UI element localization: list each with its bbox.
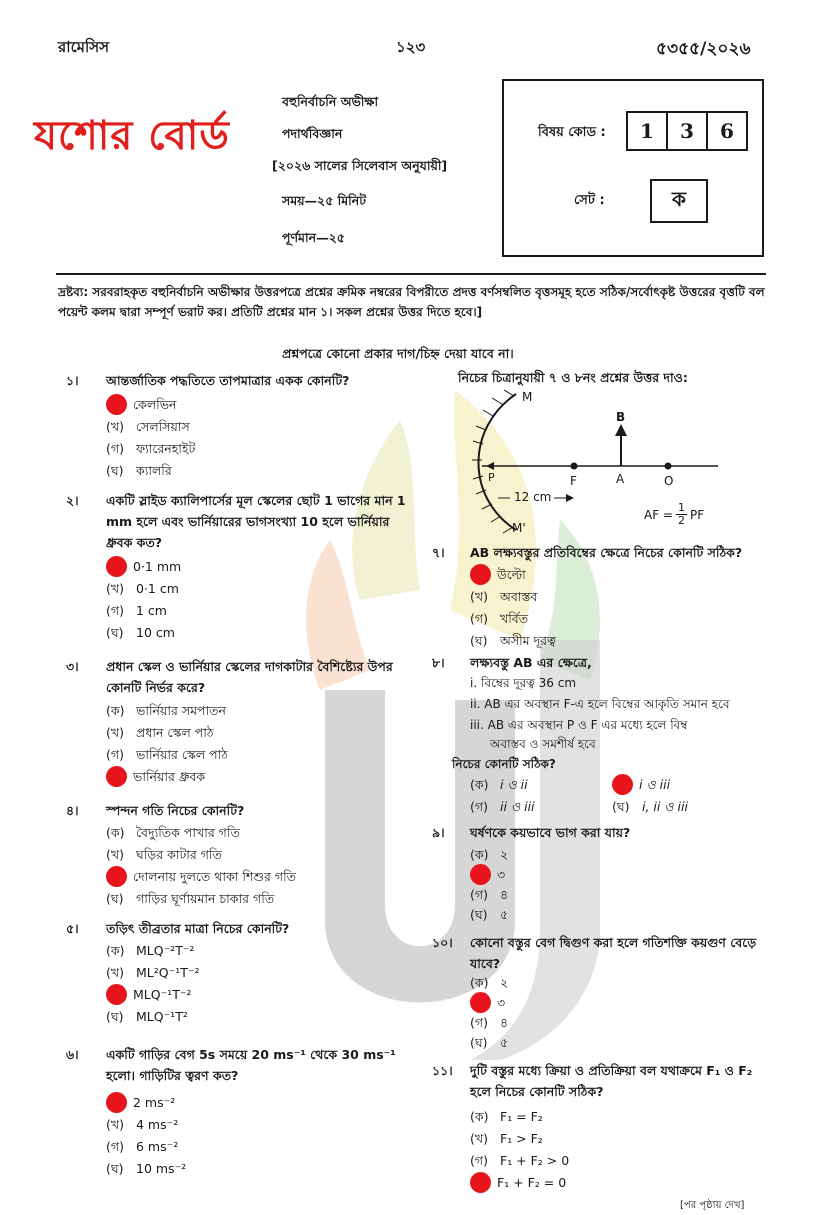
- option-d[interactable]: ভার্নিয়ার ধ্রুবক: [106, 766, 205, 787]
- question-number: ১১।: [432, 1063, 453, 1078]
- exam-type: বহুনির্বাচনি অভীক্ষা: [282, 94, 379, 109]
- question-11: [432, 1060, 772, 1196]
- option-c[interactable]: MLQ⁻¹T⁻²: [106, 984, 191, 1005]
- filled-answer-bubble[interactable]: [106, 866, 127, 887]
- filled-answer-bubble[interactable]: [470, 992, 491, 1013]
- question-text: তড়িৎ তীব্রতার মাত্রা নিচের কোনটি?: [106, 921, 290, 936]
- label-P: P: [488, 471, 495, 484]
- option-d[interactable]: (ঘ) ক্যালরি: [106, 463, 172, 478]
- question-text: ঘর্ষণকে কয়ভাবে ভাগ করা যায়?: [470, 825, 631, 840]
- page-number: ১২৩: [396, 38, 426, 56]
- full-marks: পূর্ণমান—২৫: [282, 230, 345, 245]
- option-d[interactable]: (ঘ) ৫: [470, 907, 509, 922]
- option-c[interactable]: (গ) F₁ + F₂ > 0: [470, 1153, 570, 1168]
- option-a[interactable]: (ক) i ও ii: [470, 777, 528, 792]
- question-9: [432, 822, 772, 926]
- question-number: ৮।: [432, 655, 445, 670]
- question-number: ৬।: [66, 1047, 79, 1062]
- option-a[interactable]: (ক) ২: [470, 847, 509, 862]
- question-text: একটি গাড়ির বেগ 5s সময়ে 20 ms⁻¹ থেকে 30 ms⁻¹ হলো। গাড়িটির ত্বরণ কত?: [106, 1047, 396, 1083]
- focal-formula: AF = $\frac{1}{2}$ PF: [644, 501, 705, 527]
- question-number: ১০।: [432, 935, 453, 950]
- question-10: [432, 932, 772, 1054]
- question-text: দুটি বস্তুর মধ্যে ক্রিয়া ও প্রতিক্রিয়া বল যথাক্রমে F₁ ও F₂ হলে নিচের কোনটি সঠিক?: [470, 1063, 753, 1099]
- option-b[interactable]: (খ) সেলসিয়াস: [106, 419, 190, 434]
- option-b[interactable]: i ও iii: [612, 774, 670, 795]
- question-text: প্রধান স্কেল ও ভার্নিয়ার স্কেলের দাগকাটার বৈশিষ্ট্যের উপর কোনটি নির্ভর করে?: [106, 659, 393, 695]
- option-a[interactable]: 2 ms⁻²: [106, 1092, 175, 1113]
- option-b[interactable]: (খ) ঘড়ির কাটার গতি: [106, 847, 222, 862]
- option-d[interactable]: (ঘ) 10 ms⁻²: [106, 1161, 187, 1176]
- statement-i: i. বিম্বের দূরত্ব 36 cm: [470, 676, 577, 690]
- question-number: ১।: [66, 373, 79, 388]
- question-number: ৩।: [66, 659, 79, 674]
- question-text: একটি স্লাইড ক্যালিপার্সের মূল স্কেলের ছোট 1 ভাগের মান 1 mm হলে এবং ভার্নিয়ারের ভাগসংখ্যা 10 হলে ভার্নিয়ার ধ্রুবক কত?: [106, 493, 406, 550]
- label-A: A: [616, 472, 625, 486]
- option-d[interactable]: (ঘ) i, ii ও iii: [612, 799, 688, 814]
- filled-answer-bubble[interactable]: [106, 766, 127, 787]
- option-c[interactable]: (গ) ভার্নিয়ার স্কেল পাঠ: [106, 747, 228, 762]
- next-page-note: [পর পৃষ্ঠায় দেখ]: [680, 1200, 745, 1211]
- option-a[interactable]: (ক) ভার্নিয়ার সমপাতন: [106, 703, 226, 718]
- option-d[interactable]: (ঘ) অসীম দূরত্ব: [470, 633, 556, 648]
- question-number: ২।: [66, 493, 79, 508]
- option-d[interactable]: (ঘ) গাড়ির ঘূর্ণায়মান চাকার গতি: [106, 891, 275, 906]
- option-b[interactable]: (খ) প্রধান স্কেল পাঠ: [106, 725, 214, 740]
- option-a[interactable]: 0·1 mm: [106, 556, 181, 577]
- question-text: আন্তর্জাতিক পদ্ধতিতে তাপমাত্রার একক কোনটি?: [106, 373, 350, 388]
- question-1: [66, 370, 406, 480]
- question-8: [432, 652, 782, 818]
- statement-iii: iii. AB এর অবস্থান P ও F এর মধ্যে হলে বিম্ব: [470, 718, 688, 732]
- no-mark-warning: প্রশ্নপত্রে কোনো প্রকার দাগ/চিহ্ন দেয়া যাবে না।: [282, 346, 514, 361]
- set-value: ক: [650, 179, 708, 223]
- statement-iii-continued: অবাস্তব ও সমশীর্ষ হবে: [490, 737, 596, 751]
- distance-label: 12 cm: [514, 490, 552, 504]
- question-number: ৫।: [66, 921, 79, 936]
- option-a[interactable]: (ক) ২: [470, 975, 509, 990]
- option-c[interactable]: (গ) ii ও iii: [470, 799, 535, 814]
- question-6: [66, 1044, 406, 1184]
- instruction-note: দ্রষ্টব্য: সরবরাহকৃত বহুনির্বাচনি অভীক্ষার উত্তরপত্রে প্রশ্নের ক্রমিক নম্বরের বিপরীতে প্রদত্ত বর্ণসম্বলিত বৃত্তসমূহ হতে সঠিক/সর্বোৎকৃষ্ট উত্তরের বৃত্তটি বল পয়েন্ট কলম দ্বারা সম্পূর্ণ ভরাট কর। প্রতিটি প্রশ্নের মান ১। সকল প্রশ্নের উত্তর দিতে হবে।]: [58, 285, 765, 319]
- set-label: সেট :: [574, 193, 605, 208]
- subject-code-digit: 6: [706, 111, 748, 151]
- option-d[interactable]: F₁ + F₂ = 0: [470, 1172, 566, 1193]
- subject-name: পদার্থবিজ্ঞান: [282, 126, 343, 141]
- option-c[interactable]: দোলনায় দুলতে থাকা শিশুর গতি: [106, 866, 296, 887]
- label-O: O: [664, 474, 674, 488]
- option-b[interactable]: ৩: [470, 992, 505, 1013]
- filled-answer-bubble[interactable]: [470, 564, 491, 585]
- option-a[interactable]: (ক) MLQ⁻²T⁻²: [106, 943, 195, 958]
- option-d[interactable]: (ঘ) MLQ⁻¹T²: [106, 1009, 188, 1024]
- option-c[interactable]: (গ) 6 ms⁻²: [106, 1139, 179, 1154]
- code-year: ৫৩৫৫/২০২৬: [656, 39, 751, 59]
- question-5: [66, 918, 406, 1030]
- question-text: স্পন্দন গতি নিচের কোনটি?: [106, 803, 245, 818]
- question-text: কোনো বস্তুর বেগ দ্বিগুণ করা হলে গতিশক্তি কয়গুণ বেড়ে যাবে?: [470, 935, 757, 971]
- question-prompt: নিচের কোনটি সঠিক?: [452, 757, 556, 771]
- filled-answer-bubble[interactable]: [106, 1092, 127, 1113]
- option-b[interactable]: (খ) 4 ms⁻²: [106, 1117, 179, 1132]
- label-M-prime: M': [512, 521, 526, 535]
- option-b[interactable]: (খ) ML²Q⁻¹T⁻²: [106, 965, 200, 980]
- option-d[interactable]: (ঘ) 10 cm: [106, 625, 175, 640]
- label-M: M: [522, 390, 533, 404]
- filled-answer-bubble[interactable]: [106, 984, 127, 1005]
- filled-answer-bubble[interactable]: [470, 864, 491, 885]
- syllabus-note: [২০২৬ সালের সিলেবাস অনুযায়ী]: [272, 158, 448, 173]
- option-a[interactable]: (ক) F₁ = F₂: [470, 1109, 543, 1124]
- filled-answer-bubble[interactable]: [470, 1172, 491, 1193]
- label-B: B: [616, 410, 626, 424]
- option-c[interactable]: (গ) ফ্যারেনহাইট: [106, 441, 196, 456]
- option-c[interactable]: (গ) ৪: [470, 1015, 509, 1030]
- diagram-instruction: নিচের চিত্রানুযায়ী ৭ ও ৮নং প্রশ্নের উত্তর দাও:: [458, 370, 688, 385]
- question-4: [66, 800, 406, 912]
- subject-code-label: বিষয় কোড :: [538, 125, 606, 140]
- header-divider: [56, 273, 766, 275]
- exam-time: সময়—২৫ মিনিট: [282, 193, 367, 208]
- question-number: ৪।: [66, 803, 79, 818]
- option-c[interactable]: (গ) খর্বিত: [470, 611, 529, 626]
- question-7: [432, 542, 772, 652]
- option-b[interactable]: (খ) 0·1 cm: [106, 581, 179, 596]
- option-b[interactable]: ৩: [470, 864, 505, 885]
- filled-answer-bubble[interactable]: [106, 556, 127, 577]
- question-text: লক্ষ্যবস্তু AB এর ক্ষেত্রে,: [470, 655, 592, 670]
- option-d[interactable]: (ঘ) ৫: [470, 1035, 509, 1050]
- filled-answer-bubble[interactable]: [106, 394, 127, 415]
- option-a[interactable]: (ক) বৈদ্যুতিক পাখার গতি: [106, 825, 240, 840]
- publisher-name: রামেসিস: [58, 38, 110, 56]
- option-c[interactable]: (গ) 1 cm: [106, 603, 167, 618]
- subject-code-digit: 1: [626, 111, 668, 151]
- question-number: ৭।: [432, 545, 445, 560]
- subject-code-digit: 3: [666, 111, 708, 151]
- statement-ii: ii. AB এর অবস্থান F-এ হলে বিম্বের আকৃতি সমান হবে: [470, 697, 730, 711]
- question-3: [66, 656, 406, 790]
- question-text: AB লক্ষ্যবস্তুর প্রতিবিম্বের ক্ষেত্রে নিচের কোনটি সঠিক?: [470, 545, 743, 560]
- option-a[interactable]: উল্টো: [470, 564, 526, 585]
- question-number: ৯।: [432, 825, 445, 840]
- option-a[interactable]: কেলভিন: [106, 394, 176, 415]
- option-b[interactable]: (খ) F₁ > F₂: [470, 1131, 543, 1146]
- label-F: F: [570, 474, 577, 488]
- board-title: যশোর বোর্ড: [34, 113, 230, 159]
- subject-code-box: [502, 79, 764, 257]
- question-2: [66, 490, 406, 646]
- option-c[interactable]: (গ) ৪: [470, 887, 509, 902]
- filled-answer-bubble[interactable]: [612, 774, 633, 795]
- option-b[interactable]: (খ) অবাস্তব: [470, 589, 538, 604]
